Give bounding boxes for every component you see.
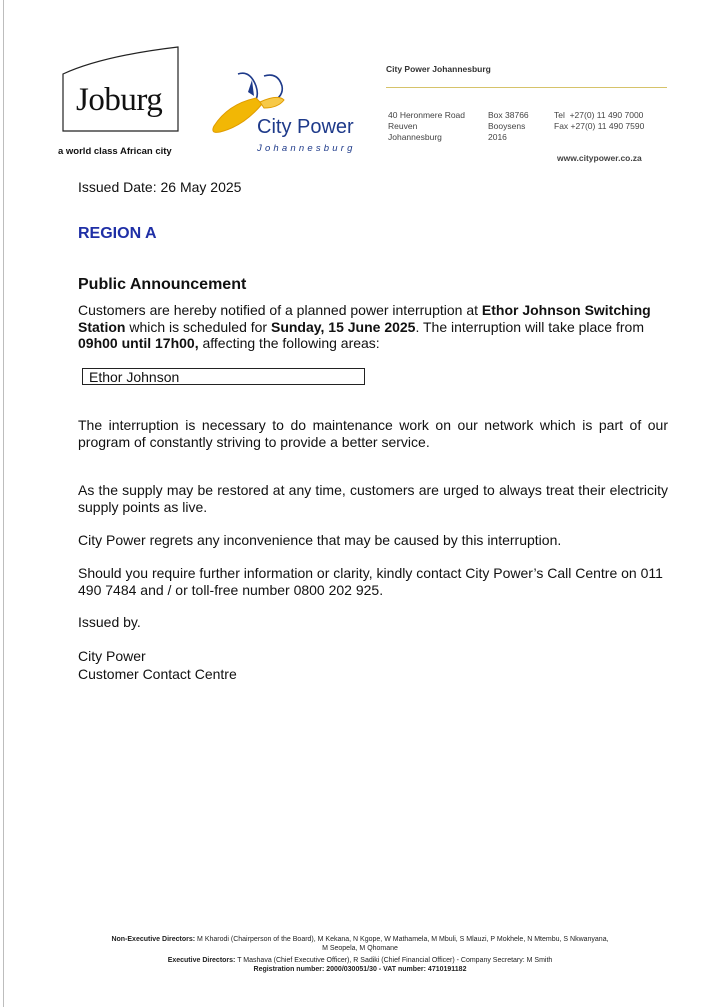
website-link[interactable]: www.citypower.co.za xyxy=(557,153,642,163)
announcement-paragraph-5: Should you require further information or clarity, kindly contact City Power’s Call Centre on 011 490 7484 and / or toll-free number 0800 202 925. xyxy=(78,565,663,598)
p1-text-e: . The interruption will take place from xyxy=(415,318,644,335)
city-power-logo-subtext: Johannesburg xyxy=(257,143,356,154)
footer-nonexec-label: Non-Executive Directors: xyxy=(111,936,196,943)
joburg-logo-text: Joburg xyxy=(76,82,163,118)
announcement-paragraph-4: City Power regrets any inconvenience that may be caused by this interruption. xyxy=(78,532,562,548)
p1-time-range: 09h00 until 17h00, xyxy=(78,335,199,351)
footer-exec-directors xyxy=(40,957,680,966)
footer-exec-names: T Mashava (Chief Executive Officer), R Sadiki (Chief Financial Officer) - Company Secretary: M Smith xyxy=(235,957,553,964)
city-power-logo-text: City Power xyxy=(257,116,354,138)
footer-registration xyxy=(40,966,680,975)
street-address: 40 Heronmere Road Reuven Johannesburg xyxy=(388,110,466,142)
p1-text-g: affecting the following areas: xyxy=(198,335,380,351)
issued-by-label: Issued by. xyxy=(78,614,141,630)
page-edge-line xyxy=(3,0,4,1007)
footer-nonexec-directors-cont: M Seopela, M Qhomane xyxy=(322,945,398,952)
announcement-title: Public Announcement xyxy=(78,276,247,293)
footer-nonexec-names: M Kharodi (Chairperson of the Board), M Kekana, N Kgope, W Mathamela, M Mbuli, S Mlauzi, P Mokhele, N Mtembu, S Nkwanyana, xyxy=(195,936,609,943)
issued-date: Issued Date: 26 May 2025 xyxy=(78,179,242,195)
footer-exec-label: Executive Directors: xyxy=(167,957,236,964)
p1-station-name: Ethor Johnson Switching Station xyxy=(78,302,651,335)
contact-numbers: Tel +27(0) 11 490 7000 Fax +27(0) 11 490 7590 xyxy=(554,110,645,131)
joburg-logo xyxy=(62,46,179,132)
footer-nonexec-directors xyxy=(40,936,680,945)
announcement-paragraph-3: As the supply may be restored at any time, customers are urged to always treat their electricity supply points as live. xyxy=(78,482,668,515)
signature-line-2: Customer Contact Centre xyxy=(78,666,237,682)
affected-area-box xyxy=(82,368,365,385)
announcement-paragraph-1 xyxy=(78,302,668,352)
postal-address: Box 38766 Booysens 2016 xyxy=(488,110,529,142)
region-heading: REGION A xyxy=(78,225,157,242)
header-divider xyxy=(386,87,667,88)
p1-text-c: which is scheduled for xyxy=(125,318,271,335)
company-title: City Power Johannesburg xyxy=(386,64,491,74)
p1-text-a: Customers are hereby notified of a planned power interruption at xyxy=(78,302,482,318)
affected-area-name: Ethor Johnson xyxy=(89,369,180,385)
signature-line-1: City Power xyxy=(78,648,146,664)
footer-registration-text: Registration number: 2000/030051/30 - VAT number: 4710191182 xyxy=(253,966,467,973)
announcement-paragraph-2: The interruption is necessary to do maintenance work on our network which is part of our program of constantly striving to provide a better service. xyxy=(78,417,668,450)
p1-date: Sunday, 15 June 2025 xyxy=(270,318,416,335)
joburg-tagline: a world class African city xyxy=(58,146,172,157)
